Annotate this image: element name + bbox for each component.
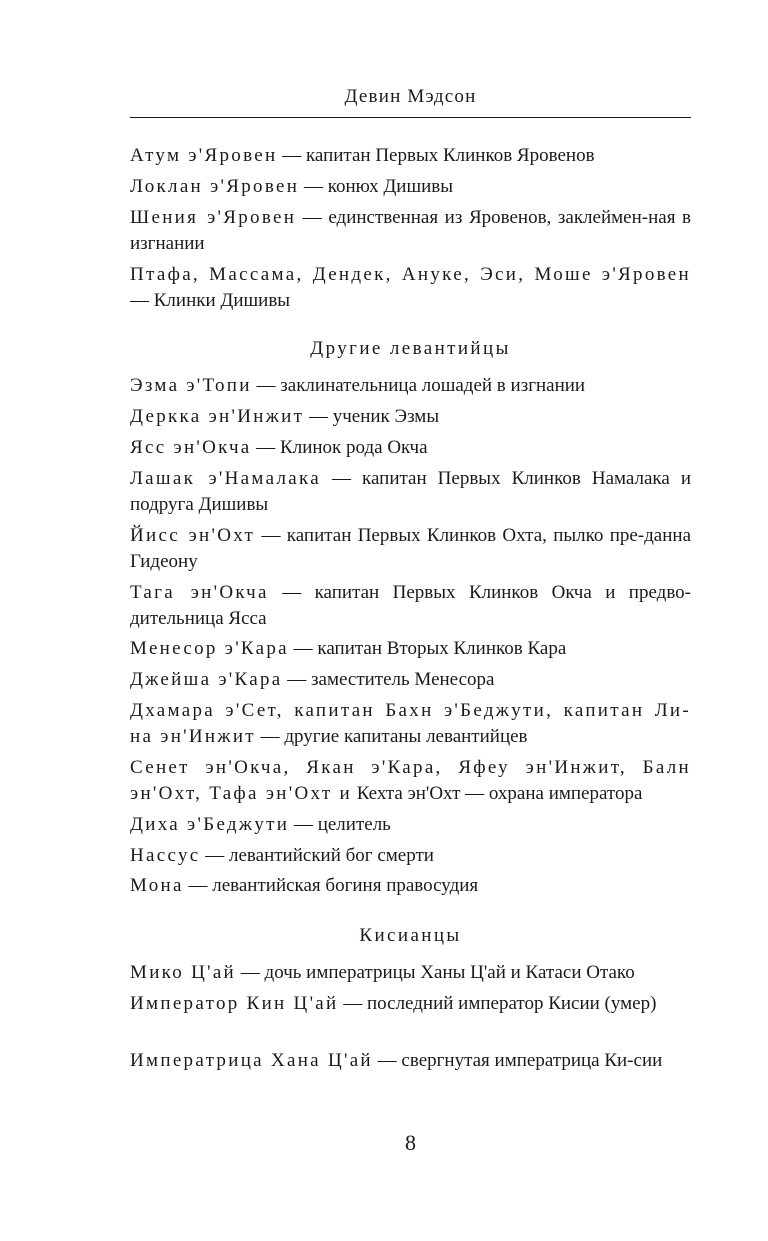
character-name: Йисс эн'Охт [130,525,256,546]
running-head-author: Девин Мэдсон [344,86,477,107]
character-description: — капитан Первых Клинков Окча и предво-дительница Ясса [130,582,691,629]
character-entry [130,466,691,518]
character-name: Диха э'Беджути [130,814,290,835]
character-entry [130,205,691,257]
character-entry [130,960,691,986]
character-name: Лашак э'Намалака [130,468,321,489]
character-name: Менесор э'Кара [130,638,289,659]
character-entry [130,435,691,461]
character-description: Кехта эн'Охт — охрана императора [356,783,643,804]
character-description: — левантийский бог смерти [205,845,434,866]
character-entry [130,873,691,899]
character-name: Дхамара э'Сет, капитан Бахн э'Беджути, капитан Ли-на эн'Инжит [130,700,691,747]
character-description: — последний император Кисии (умер) [343,993,657,1014]
character-name: Эзма э'Топи [130,375,252,396]
character-entry [130,262,691,314]
header-rule [130,117,691,118]
character-name: Император Кин Ц'ай [130,993,339,1014]
page-number: 8 [405,1130,416,1155]
character-entry [130,174,691,200]
character-description: — Клинок рода Окча [256,437,428,458]
character-entry [130,667,691,693]
character-entry [130,143,691,169]
character-entry [130,1048,691,1074]
section-title: Кисианцы [359,925,462,946]
character-entry [130,523,691,575]
character-name: Тага эн'Окча [130,582,269,603]
character-description: — другие капитаны левантийцев [260,726,528,747]
character-name: Атум э'Яровен [130,145,278,166]
character-name: Мона [130,875,184,896]
character-description: — заклинательница лошадей в изгнании [256,375,586,396]
character-entry [130,580,691,632]
character-name: Нассус [130,845,201,866]
character-description: — капитан Вторых Клинков Кара [293,638,567,659]
character-description: — единственная из Яровенов, заклеймен-ная в изгнании [130,207,691,254]
character-entry [130,755,691,807]
character-name: Локлан э'Яровен [130,176,300,197]
character-name: Шения э'Яровен [130,207,297,228]
character-description: — капитан Первых Клинков Намалака и подруга Дишивы [130,468,692,515]
character-description: — целитель [293,814,391,835]
character-description: — левантийская богиня правосудия [188,875,479,896]
character-description: — конюх Дишивы [303,176,454,197]
character-entry [130,636,691,662]
character-name: Ясс эн'Окча [130,437,252,458]
character-description: — свергнутая императрица Ки-сии [377,1050,663,1071]
character-description: — заместитель Менесора [287,669,495,690]
character-entry [130,373,691,399]
character-name: Джейша э'Кара [130,669,283,690]
character-entry [130,843,691,869]
character-name: Деркка эн'Инжит [130,406,305,427]
character-description: — Клинки Дишивы [130,290,291,311]
character-entry [130,698,691,750]
character-entry [130,812,691,838]
character-description: — капитан Первых Клинков Охта, пылко пре-данна Гидеону [130,525,691,572]
character-name: Мико Ц'ай [130,962,237,983]
character-description: — капитан Первых Клинков Яровенов [282,145,595,166]
character-entry [130,404,691,430]
character-name: Императрица Хана Ц'ай [130,1050,373,1071]
character-description: — дочь императрицы Ханы Ц'ай и Катаси Отако [240,962,635,983]
character-name: Сенет эн'Окча, Якан э'Кара, Яфеу эн'Инжит, Балн эн'Охт, Тафа эн'Охт и [130,757,691,804]
character-name: Птафа, Массама, Дендек, Ануке, Эси, Моше э'Яровен [130,264,691,285]
section-title: Другие левантийцы [310,338,511,359]
character-description: — ученик Эзмы [308,406,440,427]
character-entry [130,991,691,1017]
